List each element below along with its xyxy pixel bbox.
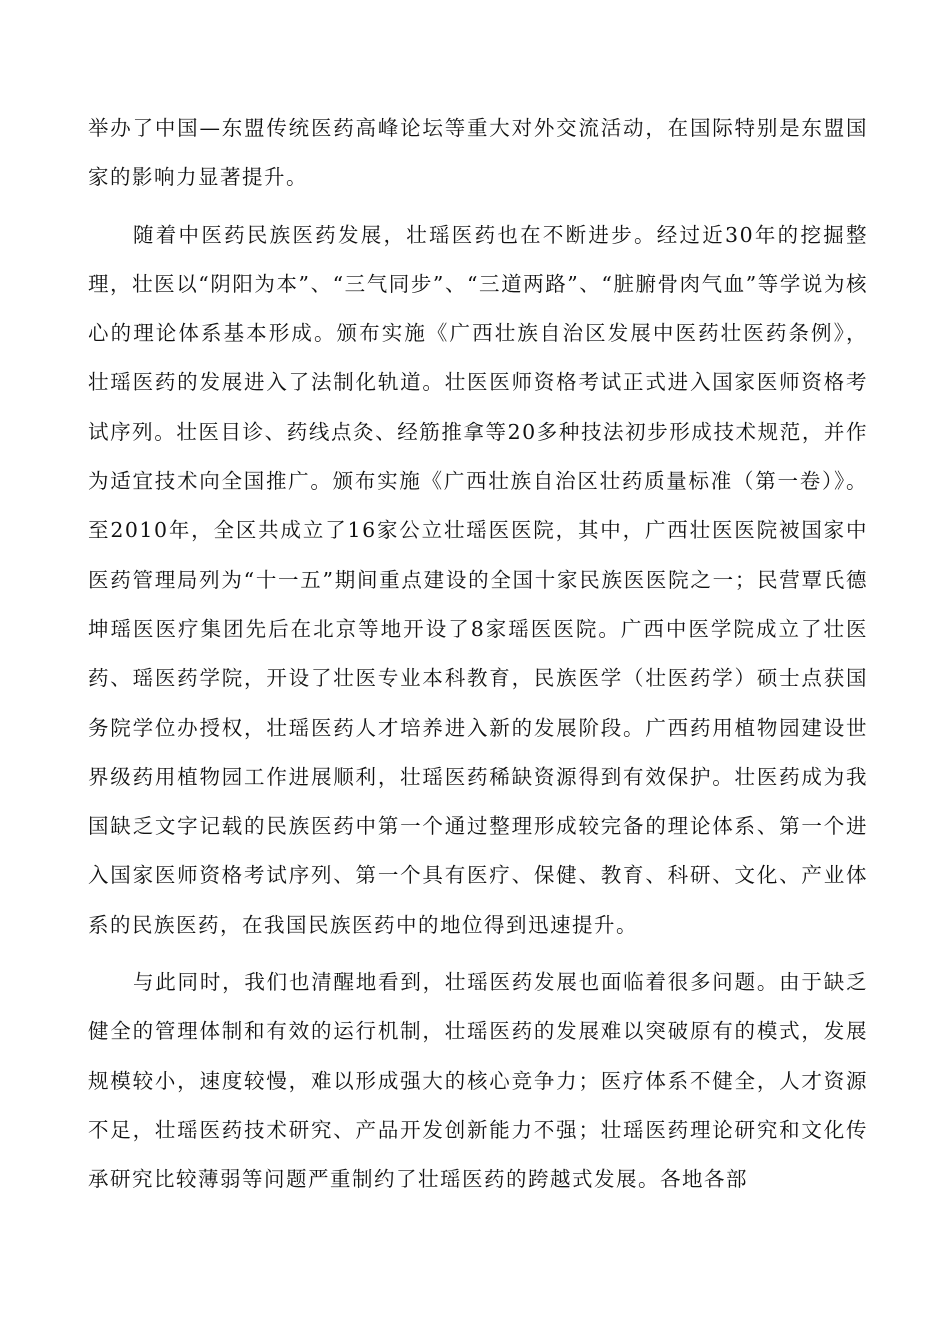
paragraph-continuation: 举办了中国—东盟传统医药高峰论坛等重大对外交流活动，在国际特别是东盟国家的影响力显著提升。 bbox=[88, 116, 868, 190]
paragraph-zhuang-yao-progress: 随着中医药民族医药发展，壮瑶医药也在不断进步。经过近30年的挖掘整理，壮医以“阴阳为本”、“三气同步”、“三道两路”、“脏腑骨肉气血”等学说为核心的理论体系基本形成。颁布实施《广西壮族自治区发展中医药壮医药条例》，壮瑶医药的发展进入了法制化轨道。壮医医师资格考试正式进入国家医师资格考试序列。壮医目诊、药线点灸、经筋推拿等20多种技法初步形成技术规范，并作为适宜技术向全国推广。颁布实施《广西壮族自治区壮药质量标准（第一卷）》。至2010年，全区共成立了16家公立壮瑶医医院，其中，广西壮医医院被国家中医药管理局列为“十一五”期间重点建设的全国十家民族医医院之一；民营覃氏德坤瑶医医疗集团先后在北京等地开设了8家瑶医医院。广西中医学院成立了壮医药、瑶医药学院，开设了壮医专业本科教育，民族医学（壮医药学）硕士点获国务院学位办授权，壮瑶医药人才培养进入新的发展阶段。广西药用植物园建设世界级药用植物园工作进展顺利，壮瑶医药稀缺资源得到有效保护。壮医药成为我国缺乏文字记载的民族医药中第一个通过整理形成较完备的理论体系、第一个进入国家医师资格考试序列、第一个具有医疗、保健、教育、科研、文化、产业体系的民族医药，在我国民族医药中的地位得到迅速提升。 bbox=[88, 222, 868, 937]
paragraph-problems: 与此同时，我们也清醒地看到，壮瑶医药发展也面临着很多问题。由于缺乏健全的管理体制和有效的运行机制，壮瑶医药的发展难以突破原有的模式，发展规模较小，速度较慢，难以形成强大的核心竞争力；医疗体系不健全，人才资源不足，壮瑶医药技术研究、产品开发创新能力不强；壮瑶医药理论研究和文化传承研究比较薄弱等问题严重制约了壮瑶医药的跨越式发展。各地各部 bbox=[88, 970, 868, 1192]
body-text bbox=[88, 104, 868, 1205]
